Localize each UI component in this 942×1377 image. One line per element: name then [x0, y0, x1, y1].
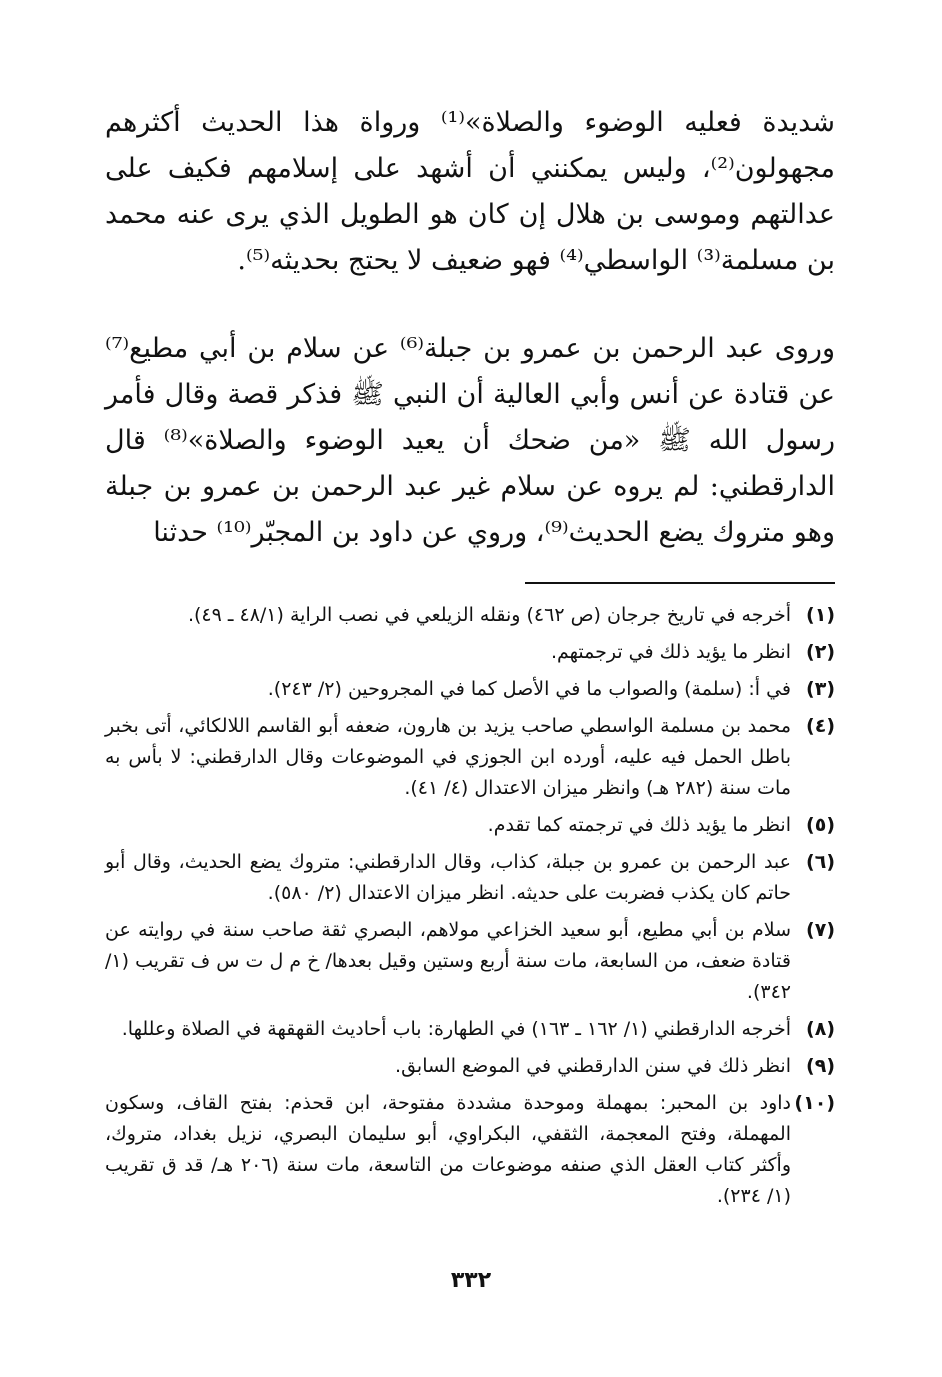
footnote-number: (٥): [806, 814, 835, 836]
footnote-text: انظر ذلك في سنن الدارقطني في الموضع السابق.: [395, 1055, 791, 1077]
footnote-number: (٨): [806, 1018, 835, 1040]
paragraph-1: شديدة فعليه الوضوء والصلاة»⁽¹⁾ ورواة هذا الحديث أكثرهم مجهولون⁽²⁾، وليس يمكنني أن أشهد على إسلامهم فكيف على عدالتهم وموسى بن هلال إن كان هو الطويل الذي يرى عنه محمد بن مسلمة⁽³⁾ الواسطي⁽⁴⁾ فهو ضعيف لا يحتج بحديثه⁽⁵⁾.: [105, 107, 835, 276]
footnote-number: (١): [806, 604, 835, 626]
footnote-number: (٢): [806, 641, 835, 663]
footnote-text: انظر ما يؤيد ذلك في ترجمتهم.: [550, 641, 791, 663]
footnote-item: [105, 1088, 835, 1212]
footnote-text: أخرجه الدارقطني (١/ ١٦٢ ـ ١٦٣) في الطهارة: باب أحاديث القهقهة في الصلاة وعللها.: [121, 1018, 791, 1040]
footnote-text: أخرجه في تاريخ جرجان (ص ٤٦٢) ونقله الزيلعي في نصب الراية (٤٨/١ ـ ٤٩).: [187, 604, 791, 626]
footnote-item: [105, 1051, 835, 1082]
footnote-text: محمد بن مسلمة الواسطي صاحب يزيد بن هارون، ضعفه أبو القاسم اللالكائي، أتى بخبر باطل الحمل فيه عليه، أورده ابن الجوزي في الموضوعات وقال الدارقطني: لا بأس به مات سنة (٢٨٢ هـ) وانظر ميزان الاعتدال (٤/ ٤١).: [105, 715, 791, 799]
footnote-number: (٦): [806, 851, 835, 873]
footnote-number: (١٠): [794, 1092, 835, 1114]
footnote-text: عبد الرحمن بن عمرو بن جبلة، كذاب، وقال الدارقطني: متروك يضع الحديث، وقال أبو حاتم كان يكذب فضربت على حديثه. انظر ميزان الاعتدال (٢/ ٥٨٠).: [105, 851, 791, 904]
footnote-number: (٩): [806, 1055, 835, 1077]
footnote-item: [105, 915, 835, 1008]
footnote-item: [105, 600, 835, 631]
footnote-text: في أ: (سلمة) والصواب ما في الأصل كما في المجروحين (٢/ ٢٤٣).: [267, 678, 791, 700]
footnotes: [105, 600, 835, 1212]
footnote-item: [105, 847, 835, 909]
page-number: ٣٣٢: [450, 1268, 492, 1293]
footnote-separator: [525, 582, 835, 584]
page-content: [105, 100, 835, 1218]
paragraph-2: وروى عبد الرحمن بن عمرو بن جبلة⁽⁶⁾ عن سلام بن أبي مطيع⁽⁷⁾ عن قتادة عن أنس وأبي العالية أن النبي ﷺ فذكر قصة وقال فأمر رسول الله ﷺ «من ضحك أن يعيد الوضوء والصلاة»⁽⁸⁾ قال الدارقطني: لم يروه عن سلام غير عبد الرحمن بن عمرو بن جبلة وهو متروك يضع الحديث⁽⁹⁾، وروي عن داود بن المجبّر⁽¹⁰⁾ حدثنا: [105, 333, 836, 548]
footnote-item: [105, 637, 835, 668]
footnote-number: (٧): [806, 919, 835, 941]
footnote-item: [105, 674, 835, 705]
main-text: [105, 100, 835, 556]
footnote-text: سلام بن أبي مطيع، أبو سعيد الخزاعي مولاهم، البصري ثقة صاحب سنة في روايته عن قتادة ضعف، من السابعة، مات سنة أربع وستين وقيل بعدها/ خ م ل ت س ف تقريب (١/ ٣٤٢).: [105, 919, 791, 1003]
footnote-item: [105, 810, 835, 841]
footnote-number: (٤): [806, 715, 835, 737]
footnote-text: انظر ما يؤيد ذلك في ترجمته كما تقدم.: [487, 814, 791, 836]
footnote-item: [105, 1014, 835, 1045]
footnote-item: [105, 711, 835, 804]
footnote-text: داود بن المحبر: بمهملة وموحدة مشددة مفتوحة، ابن قحذم: بفتح القاف، وسكون المهملة، وفتح المعجمة، الثقفي، البكراوي، أبو سليمان البصري، نزيل بغداد، متروك، وأكثر كتاب العقل الذي صنفه موضوعات من التاسعة، مات سنة (٢٠٦ هـ/ قد ق تقريب (١/ ٢٣٤).: [105, 1092, 791, 1207]
footnote-number: (٣): [806, 678, 835, 700]
